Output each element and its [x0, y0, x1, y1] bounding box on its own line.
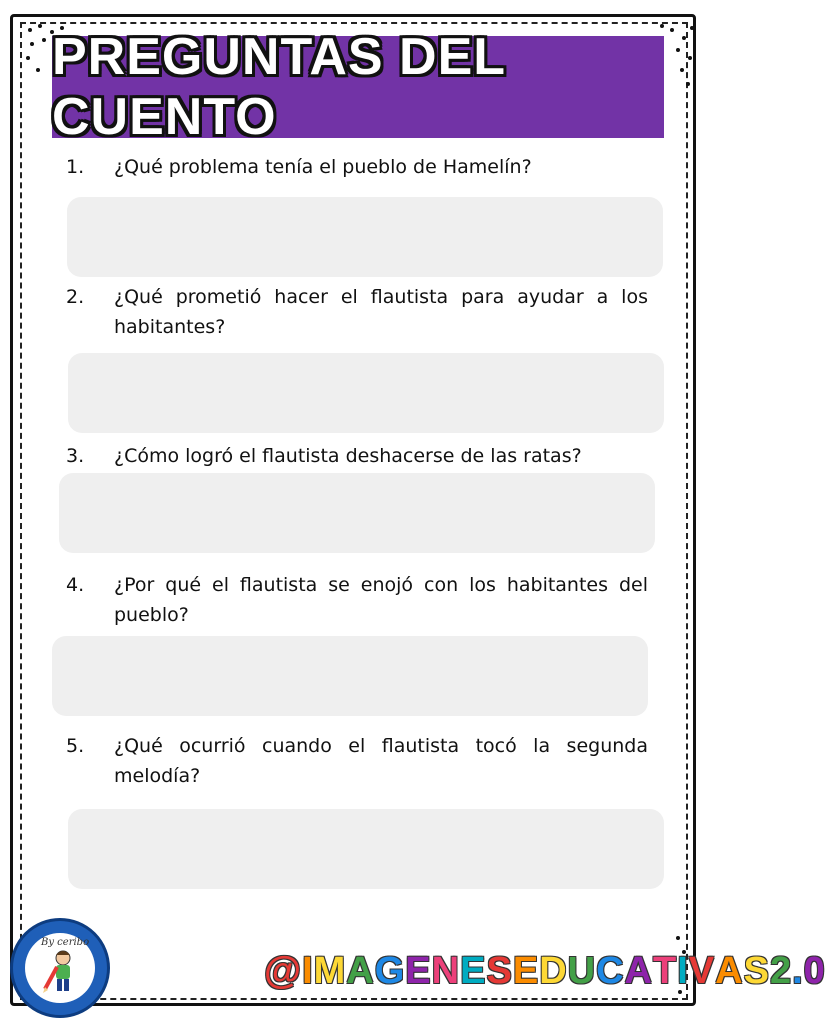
child-with-pencil-icon [41, 949, 79, 995]
answer-box-4[interactable] [52, 636, 648, 716]
brand-text: @IMAGENESEDUCATIVAS2.0 [264, 950, 826, 992]
question-text: ¿Qué ocurrió cuando el flautista tocó la segunda melodía? [114, 735, 648, 787]
question-1 [66, 152, 648, 182]
author-logo [10, 918, 110, 1018]
question-4 [66, 570, 648, 630]
answer-box-1[interactable] [67, 197, 663, 277]
question-3 [66, 441, 648, 471]
title-banner [52, 28, 664, 146]
question-text: ¿Qué prometió hacer el flautista para ayudar a los habitantes? [114, 286, 648, 338]
question-text: ¿Cómo logró el flautista deshacerse de las ratas? [114, 445, 582, 467]
answer-box-2[interactable] [68, 353, 664, 433]
question-number: 1. [66, 156, 85, 178]
question-text: ¿Por qué el flautista se enojó con los habitantes del pueblo? [114, 574, 648, 626]
question-5 [66, 731, 648, 791]
question-number: 2. [66, 286, 85, 308]
question-text: ¿Qué problema tenía el pueblo de Hamelín? [114, 156, 532, 178]
question-2 [66, 282, 648, 342]
answer-box-5[interactable] [68, 809, 664, 889]
question-number: 4. [66, 574, 85, 596]
page-title: PREGUNTAS DEL CUENTO [52, 28, 506, 146]
question-number: 5. [66, 735, 85, 757]
answer-box-3[interactable] [59, 473, 655, 553]
logo-signature: By ceribo [41, 937, 90, 948]
question-number: 3. [66, 445, 85, 467]
brand-watermark [264, 950, 826, 993]
